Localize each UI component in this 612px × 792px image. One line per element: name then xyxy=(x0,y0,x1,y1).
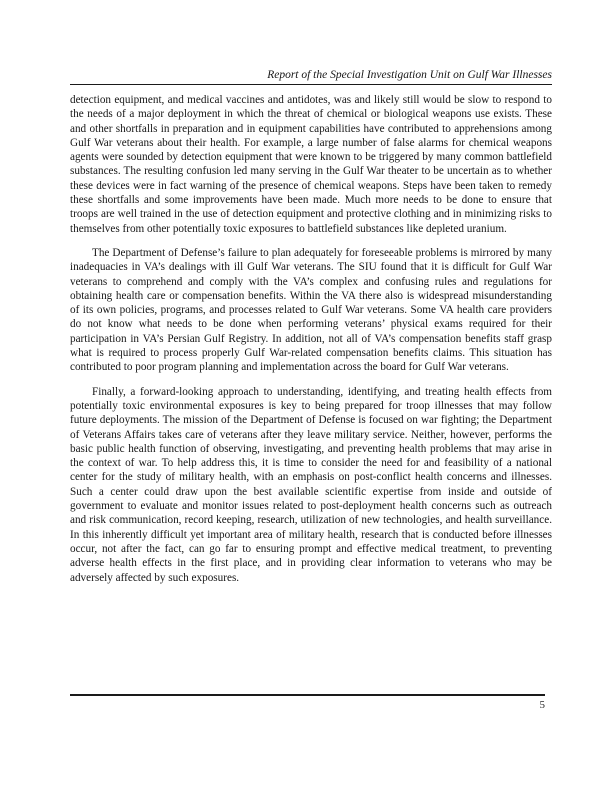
footer-rule xyxy=(70,694,545,696)
running-header-title: Report of the Special Investigation Unit on Gulf War Illnesses xyxy=(267,69,552,81)
page-number: 5 xyxy=(539,699,545,711)
header-rule xyxy=(70,84,552,85)
body-text xyxy=(70,93,552,585)
body-paragraph: The Department of Defense’s failure to plan adequately for foreseeable problems is mirrored by many inadequacies in VA’s dealings with ill Gulf War veterans. The SIU found that it is difficult for Gulf War veterans to comprehend and comply with the VA’s complex and confusing rules and regulations for obtaining health care or compensation benefits. Within the VA there also is widespread misunderstanding of its own policies, programs, and processes related to Gulf War veterans. Some VA health care providers do not know what needs to be done when performing veterans’ physical exams required for their participation in VA’s Persian Gulf Registry. In addition, not all of VA’s compensation benefits staff grasp what is required to process properly Gulf War-related compensation benefits claims. This situation has contributed to poor program planning and implementation across the board for Gulf War veterans. xyxy=(70,246,552,374)
body-paragraph: detection equipment, and medical vaccines and antidotes, was and likely still would be slow to respond to the needs of a major deployment in which the threat of chemical or biological weapons use exists. These and other shortfalls in preparation and in equipment capabilities have contributed to apprehensions among Gulf War veterans about their health. For example, a large number of false alarms for chemical weapons agents were sounded by detection equipment that were known to be triggered by many common battlefield substances. The resulting confusion led many serving in the Gulf War theater to be uncertain as to whether these devices were in fact warning of the presence of chemical weapons. Steps have been taken to remedy these shortfalls and some improvements have been made. Much more needs to be done to ensure that troops are well trained in the use of detection equipment and protective clothing and in minimizing risks to themselves from other potentially toxic exposures to battlefield substances like depleted uranium. xyxy=(70,94,552,235)
body-paragraph: Finally, a forward-looking approach to understanding, identifying, and treating health effects from potentially toxic environmental exposures is key to being prepared for troop illnesses that may follow future deployments. The mission of the Department of Defense is focused on war fighting; the Department of Veterans Affairs takes care of veterans after they leave military service. Neither, however, performs the basic public health function of observing, investigating, and preventing health problems that may arise in the context of war. To help address this, it is time to consider the need for and feasibility of a national center for the study of military health, with an emphasis on post-conflict health concerns and illnesses. Such a center could draw upon the best available scientific expertise from inside and outside of government to evaluate and monitor issues related to post-deployment health concerns such as outreach and risk communication, record keeping, research, utilization of new technologies, and health surveillance. In this inherently difficult yet important area of military health, research that is conducted before illnesses occur, not after the fact, can go far to ensuring prompt and effective medical treatment, to preventing adverse health effects in the first place, and in providing clear information to veterans who may be adversely affected by such exposures. xyxy=(70,385,552,584)
